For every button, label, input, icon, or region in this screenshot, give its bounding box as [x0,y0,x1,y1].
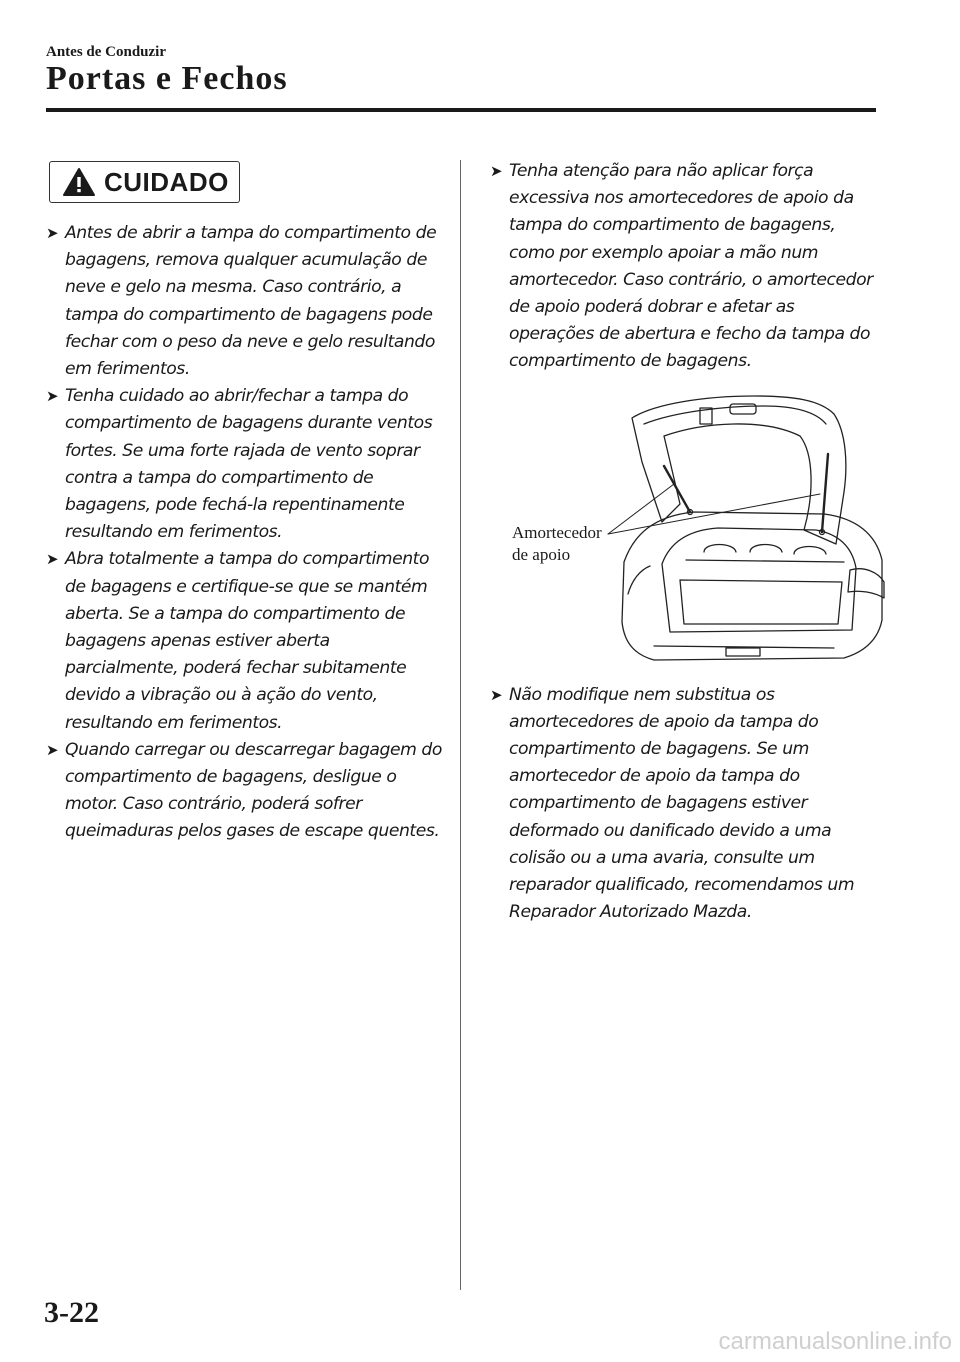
caution-text: Não modifique nem substitua os amortecedores de apoio da tampa do compartimento de bagagens. Se um amortecedor de apoio da tampa do compartimento de bagagens estiver deformado ou danificado devido a uma colisão ou a uma avaria, consulte um reparador qualificado, recomendamos um Reparador Autorizado Mazda. [509,684,855,923]
caution-text: Quando carregar ou descarregar bagagem do compartimento de bagagens, desligue o motor. Caso contrário, poderá sofrer queimaduras pelos gases de escape quentes. [65,739,442,842]
arrowhead-bullet-icon: ➤ [46,224,59,242]
warning-triangle-icon [62,167,96,197]
arrowhead-bullet-icon: ➤ [46,550,59,569]
caution-item-excessive-force [490,158,882,376]
caution-text: Tenha atenção para não aplicar força excessiva nos amortecedores de apoio da tampa do compartimento de bagagens, como por exemplo apoiar a mão num amortecedor. Caso contrário, o amortecedor de apoio poderá dobrar e afetar as operações de abertura e fecho da tampa do compartimento de bagagens. [509,161,873,372]
caution-item-fully-open [46,546,446,736]
caution-item-no-modify [490,682,882,927]
section-label: Antes de Conduzir [46,44,167,60]
left-column [46,220,446,846]
watermark: carmanualsonline.info [718,1328,952,1355]
header-rule [46,108,876,112]
caution-label: CUIDADO [104,166,229,197]
liftgate-figure [504,384,888,672]
page-number: 3-22 [44,1296,99,1329]
arrowhead-bullet-icon: ➤ [46,740,59,759]
caution-item-wind [46,383,446,546]
arrowhead-bullet-icon: ➤ [490,162,503,180]
caution-badge [49,161,240,203]
caution-text: Antes de abrir a tampa do compartimento de bagagens, remova qualquer acumulação de neve e gelo na mesma. Caso contrário, a tampa do compartimento de bagagens pode fechar com o peso da neve e gelo resultando em ferimentos. [65,223,437,380]
arrowhead-bullet-icon: ➤ [490,685,503,704]
caution-item-snow [46,220,446,383]
caution-text: Tenha cuidado ao abrir/fechar a tampa do compartimento de bagagens durante ventos fortes. Se uma forte rajada de vento soprar contra a tampa do compartimento de bagagens, pode fechá-la repentinamente resultando em ferimentos. [65,386,433,543]
chapter-title: Portas e Fechos [46,60,288,97]
caution-text: Abra totalmente a tampa do compartimento de bagagens e certifique-se que se mantém aberta. Se a tampa do compartimento de bagagens apenas estiver aberta parcialmente, poderá fechar subitamente devido a vibração ou à ação do vento, resultando em ferimentos. [65,549,430,733]
column-divider [460,160,461,1290]
figure-caption-line: Amortecedor [512,522,602,542]
arrowhead-bullet-icon: ➤ [46,387,59,406]
right-column [490,158,882,926]
figure-caption-line: de apoio [512,544,571,564]
caution-item-engine-off [46,737,446,846]
figure-caption [512,522,602,566]
